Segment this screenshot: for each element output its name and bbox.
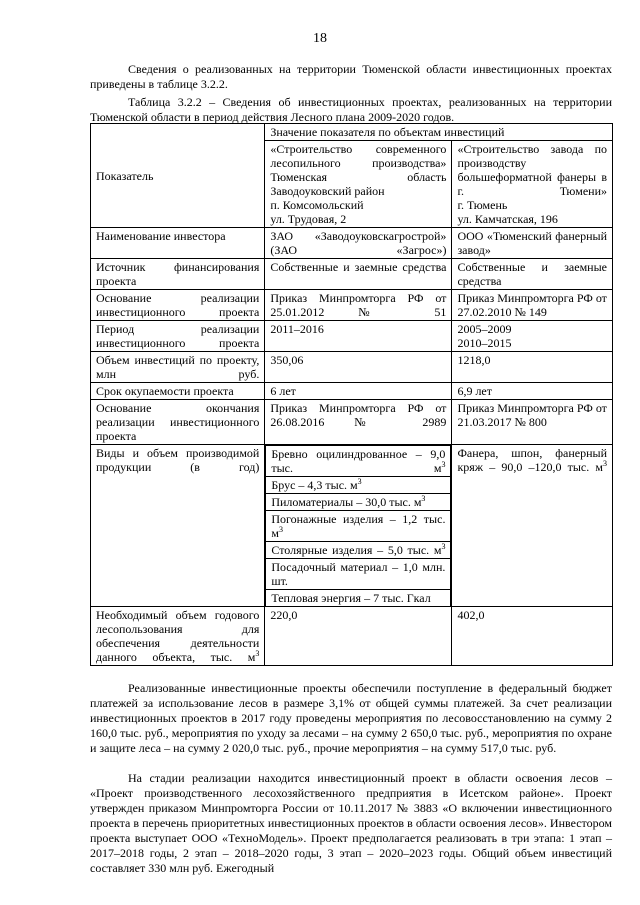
table-row (91, 383, 613, 400)
product-item: Столярные изделия – 5,0 тыс. $м^3$ (266, 542, 451, 559)
row-value-1: Приказ Минпромторга РФ от 25.01.2012 № 51 (265, 290, 452, 321)
table-row (91, 259, 613, 290)
product-item: Брус – 4,3 тыс. $м^3$ (266, 477, 451, 494)
investment-projects-table (90, 123, 613, 666)
paragraph-current-project: На стадии реализации находится инвестиционный проект в области освоения лесов – «Проект производственного лесохозяйственного предприятия в Исетском районе». Проект утвержден приказом Минпромторга России от 10.11.2017 № 3883 «О включении инвестиционного проекта в перечень приоритетных инвестиционных проектов в области освоения лесов». Инвестором проекта выступает ООО «ТехноМодель». Проект предполагается реализовать в три этапа: 1 этап – 2017–2018 годы, 2 этап – 2018–2020 годы, 3 этап – 2020–2023 годы. Общий объем инвестиций составляет 330 млн руб. Ежегодный (90, 771, 612, 875)
row-value-1: Собственные и заемные средства (265, 259, 452, 290)
row-value-2: Приказ Минпромторга РФ от 27.02.2010 № 149 (452, 290, 613, 321)
object-1-region: Тюменская область (270, 170, 447, 184)
row-value-2: ООО «Тюменский фанерный завод» (452, 228, 613, 259)
row-value-2: 6,9 лет (452, 383, 613, 400)
product-item: Посадочный материал – 1,0 млн. шт. (266, 559, 451, 590)
table-header-row (91, 124, 613, 141)
products-list-cell (265, 445, 452, 607)
object-2-cell (452, 141, 613, 228)
row-label: Основание реализации инвестиционного проекта (91, 290, 265, 321)
table-row (91, 445, 613, 607)
paragraph-results: Реализованные инвестиционные проекты обеспечили поступление в федеральный бюджет платежей за использование лесов в размере 3,1% от общей суммы платежей. За счет реализации инвестиционных проектов в 2017 году проведены мероприятия по лесовосстановлению на сумму 2 160,0 тыс. руб., мероприятия по уходу за лесами – на сумму 2 650,0 тыс. руб., мероприятия по охране и защите леса – на сумму 2 020,0 тыс. руб., прочие мероприятия – на сумму 517,0 тыс. руб. (90, 681, 612, 755)
row-value-2: 402,0 (452, 607, 613, 666)
object-2-city: г. Тюмень (457, 198, 508, 212)
table-row (91, 400, 613, 445)
row-label: Период реализации инвестиционного проекта (91, 321, 265, 352)
object-1-street: ул. Трудовая, 2 (270, 212, 347, 226)
row-value-1: 6 лет (265, 383, 452, 400)
table-row (91, 290, 613, 321)
table-row (91, 352, 613, 383)
header-indicator: Показатель (91, 124, 265, 228)
products-list (265, 445, 451, 606)
row-value-1: 220,0 (265, 607, 452, 666)
table-row (91, 321, 613, 352)
row-label: Наименование инвестора (91, 228, 265, 259)
object-1-cell (265, 141, 452, 228)
table-caption: Таблица 3.2.2 – Сведения об инвестиционных проектах, реализованных на территории Тюменской области в период действия Лесного плана 2009-2020 годов. (90, 95, 612, 124)
row-label: Основание окончания реализации инвестиционного проекта (91, 400, 265, 445)
row-value-1: 2011–2016 (265, 321, 452, 352)
row-label: Объем инвестиций по проекту, млн руб. (91, 352, 265, 383)
row-value-1: Приказ Минпромторга РФ от 26.08.2016 № 2989 (265, 400, 452, 445)
period-2-line-2: 2010–2015 (457, 336, 512, 350)
table-row (91, 607, 613, 666)
row-value-1: 350,06 (265, 352, 452, 383)
object-1-settlement: п. Комсомольский (270, 198, 364, 212)
object-2-street: ул. Камчатская, 196 (457, 212, 558, 226)
row-value-2: Собственные и заемные средства (452, 259, 613, 290)
period-2-line-1: 2005–2009 (457, 322, 512, 336)
row-value-1: ЗАО «Заводоуковскагрострой» (ЗАО «Загрос») (265, 228, 452, 259)
header-values: Значение показателя по объектам инвестиций (265, 124, 613, 141)
row-value-2: 1218,0 (452, 352, 613, 383)
page-number: 18 (313, 31, 327, 46)
row-label: Необходимый объем годового лесопользования для обеспечения деятельности данного объекта, тыс. $м^3$ (91, 607, 265, 666)
row-label: Срок окупаемости проекта (91, 383, 265, 400)
object-1-district: Заводоуковский район (270, 184, 385, 198)
row-label: Источник финансирования проекта (91, 259, 265, 290)
product-item: Бревно оцилиндрованное – 9,0 тыс. $м^3$ (266, 446, 451, 477)
intro-paragraph: Сведения о реализованных на территории Тюменской области инвестиционных проектах приведены в таблице 3.2.2. (90, 62, 612, 91)
object-2-title: «Строительство завода по производству большеформатной фанеры в г. Тюмени» (457, 142, 607, 198)
row-label: Виды и объем производимой продукции (в год) (91, 445, 265, 607)
product-item: Тепловая энергия – 7 тыс. Гкал (266, 590, 451, 607)
product-item: Погонажные изделия – 1,2 тыс. $м^3$ (266, 511, 451, 542)
row-value-2 (452, 321, 613, 352)
row-value-2: Приказ Минпромторга РФ от 21.03.2017 № 800 (452, 400, 613, 445)
table-row (91, 228, 613, 259)
row-value-2: Фанера, шпон, фанерный кряж – 90,0 –120,0 тыс. $м^3$ (452, 445, 613, 607)
product-item: Пиломатериалы – 30,0 тыс. $м^3$ (266, 494, 451, 511)
object-1-title: «Строительство современного лесопильного производства» (270, 142, 447, 170)
